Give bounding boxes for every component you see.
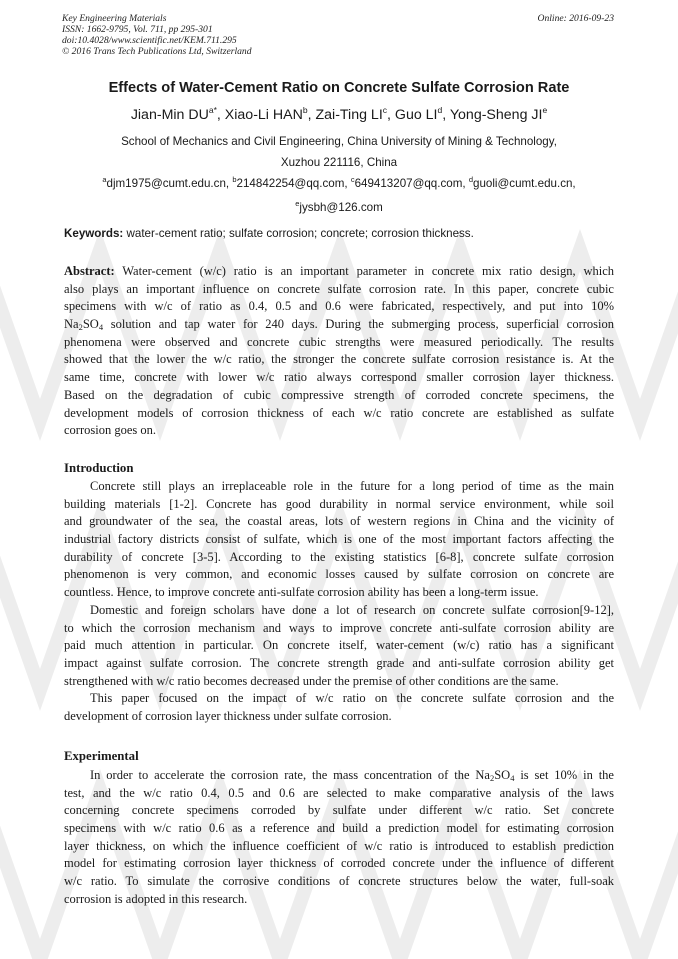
email-address[interactable]: jysbh@126.com xyxy=(299,201,383,214)
keywords xyxy=(64,226,616,242)
text-line: phenomenon is very common, and economic losses caused by sulfate corrosion on concrete are xyxy=(64,567,614,582)
text-line: strengthened with w/c ratio becomes decreased under the premise of other conditions are the same. xyxy=(64,673,559,688)
author-mark: d xyxy=(437,105,443,115)
text-line xyxy=(64,263,614,281)
affiliation xyxy=(60,131,618,173)
text-line: phenomena were observed and concrete cubic strengths were measured periodically. The results xyxy=(64,334,614,349)
text-line: specimens with w/c ratio 0.6 as a reference and build a prediction model for estimating corrosion xyxy=(64,821,614,836)
text-line: test, and the w/c ratio 0.4, 0.5 and 0.6 are selected to make comparative analysis of the laws xyxy=(64,785,614,800)
text-line: $Na_2SO_4$ solution and tap water for 240 days. During the submerging process, superficial corrosion xyxy=(64,317,614,333)
text-line: specimens with w/c of ratio as 0.4, 0.5 and 0.6 were fabricated, respectively, and put into 10% xyxy=(64,299,614,314)
text-line: showed that the lower the w/c ratio, the stronger the concrete sulfate corrosion resistance is. At the xyxy=(64,352,614,367)
text-line: countless. Hence, to improve concrete anti-sulfate corrosion ability has been a long-term issue. xyxy=(64,585,539,600)
email-address[interactable]: 649413207@qq.com, xyxy=(354,177,466,190)
text-line: Concrete still plays an irreplaceable role in the future for a long period of time as the main xyxy=(90,479,614,493)
email-mark: a xyxy=(102,175,107,184)
author-name: Yong-Sheng JI xyxy=(449,107,543,123)
text-line: and groundwater of the sea, the coastal areas, lots of western regions in China and the vicinity of xyxy=(64,514,614,529)
email-address[interactable]: 214842254@qq.com, xyxy=(236,177,348,190)
abstract xyxy=(64,263,614,440)
copyright-line: © 2016 Trans Tech Publications Ltd, Switzerland xyxy=(62,46,252,57)
text-line: same time, concrete with lower w/c ratio always correspond smaller corrosion layer thickness. xyxy=(64,370,614,385)
author-mark: e xyxy=(542,105,548,115)
email-address[interactable]: djm1975@cumt.edu.cn, xyxy=(106,177,230,190)
text-line: w/c ratio. To simulate the corrosive conditions of concrete structures below the water, full-soak xyxy=(64,874,614,889)
issn-line: ISSN: 1662-9795, Vol. 711, pp 295-301 xyxy=(62,24,213,35)
author-name: Guo LI xyxy=(394,107,438,123)
introduction-heading: Introduction xyxy=(64,461,134,475)
experimental-heading: Experimental xyxy=(64,749,139,763)
text-line: paid much attention in particular. On concrete itself, water-cement (w/c) ratio has a significant xyxy=(64,638,614,653)
text-line: development of corrosion layer thickness under sulfate corrosion. xyxy=(64,708,392,723)
keywords-text: water-cement ratio; sulfate corrosion; concrete; corrosion thickness. xyxy=(126,227,474,240)
text-line: development models of corrosion thickness of each w/c ratio concrete are established as sulfate xyxy=(64,405,614,420)
experimental-body xyxy=(64,767,614,909)
author-name: Xiao-Li HAN xyxy=(224,107,303,123)
doi-line[interactable]: doi:10.4028/www.scientific.net/KEM.711.295 xyxy=(62,35,237,46)
text-line: to which the corrosion mechanism and ways to improve concrete anti-sulfate corrosion ability are xyxy=(64,620,614,635)
email-mark: b xyxy=(232,175,237,184)
text-line: model for estimating corrosion layer thickness of corroded concrete under the influence of different xyxy=(64,856,614,871)
affiliation-line: School of Mechanics and Civil Engineering, China University of Mining & Technology, xyxy=(121,135,557,148)
author-list: Jian-Min $DU^{a*}$, Xiao-Li HAN$^b$, Zai-Ting $LI^c$, Guo $LI^d$, Yong-Sheng $JI^e$ xyxy=(130,105,548,123)
author-mark: b xyxy=(302,105,308,115)
online-date: Online: 2016-09-23 xyxy=(537,13,614,24)
text-line: Based on the degradation of cubic compressive strength of corroded concrete specimens, the xyxy=(64,387,614,402)
email-list xyxy=(60,170,618,218)
introduction-body xyxy=(64,478,614,726)
text-line: corrosion is adopted in this research. xyxy=(64,891,248,906)
text-line: corrosion goes on. xyxy=(64,423,156,438)
text-line: concerning concrete specimens corroded by sulfate under different w/c ratio. Set concrete xyxy=(64,803,614,818)
journal-meta xyxy=(62,13,252,57)
text-line: also plays an important influence on concrete sulfate corrosion rate. In this paper, concrete cubic xyxy=(64,281,614,296)
text-line: In order to accelerate the corrosion rate, the mass concentration of the $Na_2SO_4$ is set 10% in the xyxy=(90,768,614,783)
email-mark: e xyxy=(295,199,300,208)
author-mark: c xyxy=(382,105,388,115)
author-name: Zai-Ting LI xyxy=(315,107,383,123)
affiliation-line: Xuzhou 221116, China xyxy=(280,156,398,169)
text-line: impact against sulfate corrosion. The concrete strength grade and anti-sulfate corrosion ability get xyxy=(64,655,614,670)
paper-title: Effects of Water-Cement Ratio on Concrete Sulfate Corrosion Rate xyxy=(108,80,570,96)
abstract-first-line: Water-cement (w/c) ratio is an important parameter in concrete mix ratio design, which xyxy=(114,264,614,278)
author-name: Jian-Min DU xyxy=(130,107,209,123)
text-line: durability of concrete [3-5]. According to the existing statistics [6-8], concrete sulfate corrosion xyxy=(64,549,614,564)
text-line: layer thickness, on which the influence coefficient of w/c ratio is introduced to establish prediction xyxy=(64,838,614,853)
text-line: Domestic and foreign scholars have done a lot of research on concrete sulfate corrosion[9-12], xyxy=(90,602,614,617)
text-line: building materials [1-2]. Concrete has good durability in normal service environment, while soil xyxy=(64,496,614,511)
email-mark: d xyxy=(468,175,474,184)
author-mark: a* xyxy=(208,105,217,115)
journal-name: Key Engineering Materials xyxy=(62,13,167,24)
text-line: This paper focused on the impact of w/c ratio on the concrete sulfate corrosion and the xyxy=(90,691,614,706)
email-address[interactable]: guoli@cumt.edu.cn, xyxy=(473,177,576,190)
email-mark: c xyxy=(350,175,355,184)
abstract-label: Abstract: xyxy=(64,264,115,278)
text-line: industrial factory districts consist of sulfate, which is one of the most important factors affecting the xyxy=(64,532,614,547)
keywords-label: Keywords: xyxy=(64,227,124,240)
